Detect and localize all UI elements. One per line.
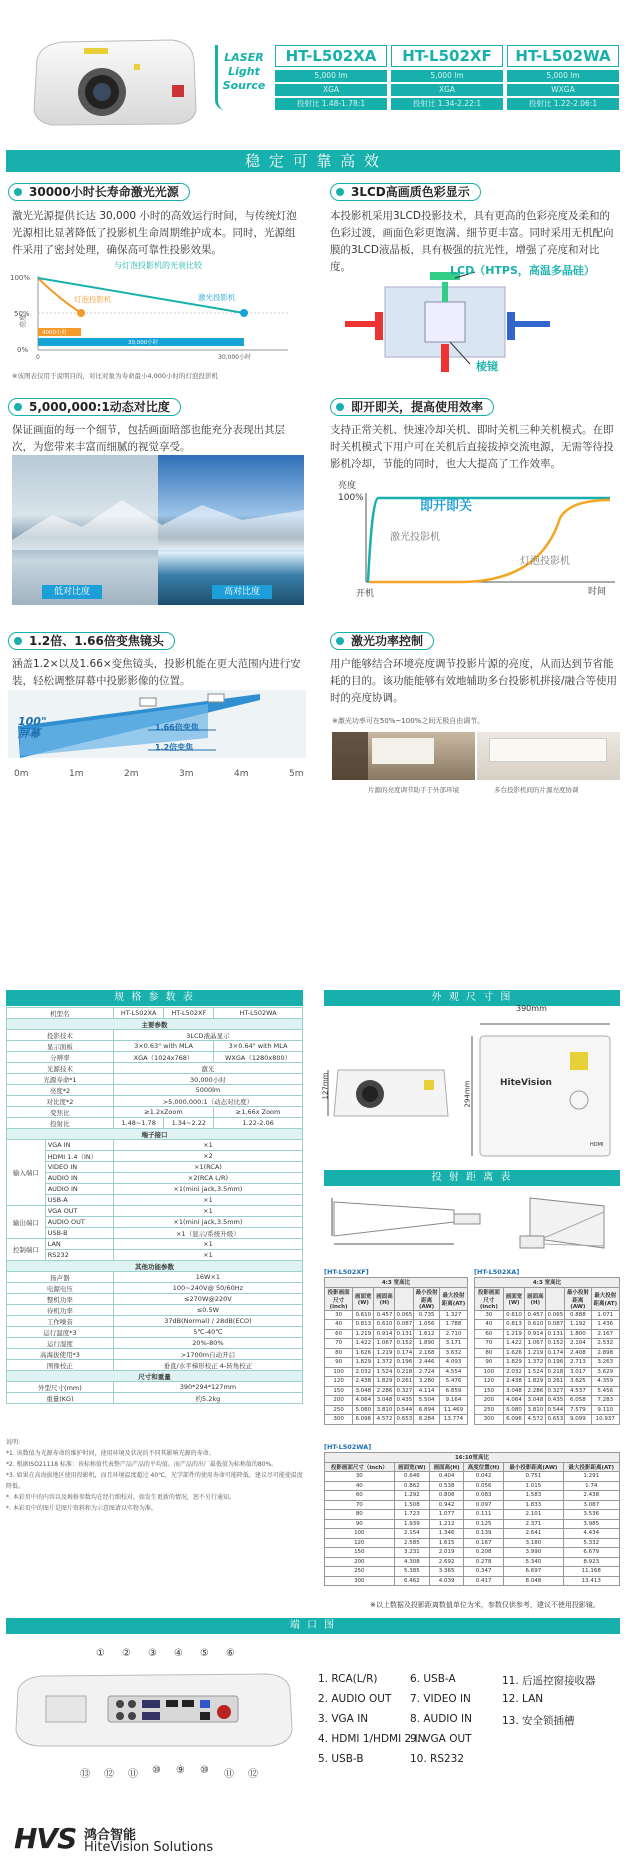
spec-table	[6, 1007, 303, 1404]
zoom-tick-1: 1m	[69, 769, 84, 779]
instant-chart	[330, 478, 620, 608]
zoom-tick-4: 4m	[234, 769, 249, 779]
throw-row: 90 1.829 1.372 0.196 2.713 3.263	[475, 1358, 620, 1368]
spec-note-3: *3. 如果在高海拔地区使用投影机，而且环境温度超过 40℃，光学部件的使用寿命可能降低。建议尽可能使温度降低。	[6, 1472, 303, 1490]
throw-row: 30 0.610 0.457 0.065 0.888 1.071	[475, 1310, 620, 1320]
x-end: 30,000小时	[218, 354, 251, 361]
throw-caption: ※以上数据及投影距离数值单位为米，参数仅供参考，建议不使用投影镜。	[370, 1601, 600, 1609]
spec-row: 变焦比 ≥1.2xZoom ≥1.66x Zoom	[7, 1107, 303, 1118]
zoom-tick-5: 5m	[289, 769, 304, 779]
zoom-tick-2: 2m	[124, 769, 139, 779]
spec-row: 显示面板 3×0.63" with MLA 3×0.64" with MLA	[7, 1041, 303, 1052]
laser-badge	[215, 45, 270, 110]
laser-hours: 30,000小时	[128, 340, 159, 346]
spec-row: 其他功能参数	[7, 1261, 303, 1272]
throw-row: 80 1.626 1.219 0.174 2.408 2.898	[475, 1348, 620, 1358]
dims-diagram	[321, 1012, 620, 1162]
sec5-text: 涵盖1.2×以及1.66×变焦镜头，投影机能在更大范围内进行安装，轻松调整屏幕中投影影像的位置。	[12, 658, 301, 687]
throw-head-row: 投影画面尺寸（inch） 画面宽(W) 画面高(H) 高度位置(H) 最小投影距离(AW) 最大投影距离(AT)	[325, 1462, 620, 1472]
sec4-text: 支持正常关机、快速冷却关机、即时关机三种关机模式。在即时关机模式下用户可在关机后直接拔掉交流电源，无需等待投影机冷却，节能的同时，也大大提高了工作效率。	[330, 424, 614, 470]
zoom-tick-3: 3m	[179, 769, 194, 779]
lamp-label: 灯泡投影机	[74, 295, 112, 304]
side-view	[328, 1070, 448, 1116]
footer-logo-cn: 鸿合智能	[84, 1828, 137, 1843]
spec-row: RS232 ×1	[7, 1250, 303, 1261]
throw-row: 250 5.080 3.810 0.544 7.579 9.110	[475, 1405, 620, 1415]
lifespan-chart-title: 与灯泡投影机的光衰比较	[114, 261, 202, 270]
model-lumen-0: 5,000 lm	[275, 70, 387, 82]
throw-diagram	[324, 1192, 620, 1262]
ports-title: 端 口 图	[6, 1618, 620, 1634]
throw-row: 250 5.080 3.810 0.544 6.894 11.469	[325, 1405, 468, 1415]
sec1-text: 激光光源提供长达 30,000 小时的高效运行时间，与传统灯泡光源相比显著降低了投影机生命周期维护成本。同时，光源组件采用了密封处理，确保高可靠性投影效果。	[12, 210, 297, 256]
throw-row: 40 0.813 0.610 0.087 1.192 1.436	[475, 1320, 620, 1330]
lcd-label: LCD（HTPS，高温多晶硅）	[450, 264, 595, 277]
port-top-num-4: ⑤	[200, 1648, 209, 1659]
instant-lamp: 灯泡投影机	[520, 556, 570, 567]
sec4-title: 即开即关，提高使用效率	[330, 398, 494, 416]
xa-table	[474, 1277, 620, 1425]
throw-title: 投 射 距 离 表	[324, 1170, 620, 1186]
spec-row: 输入端口 VGA IN ×1	[7, 1140, 303, 1151]
throw-row: 80 1.626 1.219 0.174 2.168 3.632	[325, 1348, 468, 1358]
spec-row: 投影技术 3LCD液晶显示	[7, 1030, 303, 1041]
port-item-12: 12. LAN	[502, 1693, 544, 1705]
spec-notes	[6, 1437, 306, 1514]
model-name-0: HT-L502XA	[275, 45, 387, 67]
footer-logo-hvs: HVS	[14, 1822, 77, 1855]
zoom-label: 1.66倍变焦	[155, 723, 199, 732]
dim-height: 127mm	[321, 1072, 330, 1100]
port-top-num-0: ①	[96, 1648, 105, 1659]
port-bot-num-5: ⑩	[200, 1765, 209, 1776]
lcd-diagram	[345, 262, 595, 382]
power-caption-1: 片源的亮度调节助手于外部环境	[368, 786, 459, 794]
instant-ylabel: 亮度	[338, 481, 357, 491]
high-contrast-label: 高对比度	[212, 585, 272, 599]
spec-row: 分辨率 XGA（1024x768） WXGA（1280x800）	[7, 1052, 303, 1063]
throw-row: 150 3.231 2.019 0.208 3.990 6.679	[325, 1548, 620, 1558]
instant-on: 开机	[356, 589, 375, 599]
throw-row: 60 1.219 0.914 0.131 1.800 2.167	[475, 1329, 620, 1339]
spec-note-1: *1. 该数值为光源寿命的维护时间，使用环境及状况的不同其影响光源的寿命。	[6, 1450, 215, 1457]
port-item-1: 1. RCA(L/R)	[318, 1673, 378, 1685]
throw-row: 40 0.813 0.610 0.087 1.056 1.788	[325, 1320, 468, 1330]
throw-row: 100 2.032 1.524 0.218 3.017 3.629	[475, 1367, 620, 1377]
model-res-1: XGA	[391, 84, 503, 96]
spec-note-5: *. 本彩页中的图片是图片资料和为示意图请以实物为准。	[6, 1505, 157, 1512]
screen-label: 100" 屏幕	[18, 715, 47, 740]
sec6-text: 用户能够结合环境亮度调节投影片源的亮度，从而达到节省能耗的目的。该功能能够有效地辅助多台投影机拼接/融合等使用时的亮度协调。	[330, 658, 618, 704]
model-res-0: XGA	[275, 84, 387, 96]
spec-row: 尺寸和重量	[7, 1371, 303, 1382]
sec3-text: 保证画面的每一个细节，包括画面暗部也能充分表现出其层次，为您带来丰富而细腻的视觉享受。	[12, 424, 285, 453]
port-top-num-3: ④	[174, 1648, 183, 1659]
model-name-1: HT-L502XF	[391, 45, 503, 67]
wa-table	[324, 1452, 620, 1586]
y-0: 0%	[17, 346, 29, 354]
throw-row: 120 2.438 1.829 0.261 3.625 4.359	[475, 1377, 620, 1387]
port-item-10: 10. RS232	[410, 1753, 465, 1765]
throw-row: 150 3.048 2.286 0.327 4.114 6.859	[325, 1386, 468, 1396]
port-item-4: 4. HDMI 1/HDMI 2 IN	[318, 1733, 426, 1745]
spec-row: 光源寿命*1 30,000小时	[7, 1074, 303, 1085]
spec-row: 亮度*2 5000lm	[7, 1085, 303, 1096]
spec-note-0: 说明:	[6, 1439, 21, 1446]
wa-label: [HT-L502WA]	[324, 1443, 372, 1451]
laser-badge-text: LASER Light Source	[222, 51, 266, 92]
y-100: 100%	[10, 274, 31, 282]
spec-row: 投射比 1.48~1.78 1.34~2.22 1.22-2.06	[7, 1118, 303, 1129]
throw-ratio-row: 4:3 宽高比	[325, 1278, 468, 1288]
port-top-num-2: ③	[148, 1648, 157, 1659]
top-view	[472, 1024, 610, 1156]
port-item-13: 13. 安全锁插槽	[502, 1715, 575, 1727]
port-bot-num-6: ⑪	[224, 1769, 234, 1780]
throw-row: 200 4.064 3.048 0.435 6.058 7.283	[475, 1396, 620, 1406]
port-bottom-numbers	[80, 1765, 270, 1779]
xf-label: [HT-L502XF]	[324, 1268, 369, 1276]
spec-row: 工作噪音 37dB(Normal) / 28dB(ECO)	[7, 1316, 303, 1327]
instant-time: 时间	[588, 587, 607, 597]
model-ratio-0: 投射比 1.48-1.78:1	[275, 98, 387, 110]
throw-row: 120 2.585 1.615 0.167 3.180 5.332	[325, 1538, 620, 1548]
port-item-7: 7. VIDEO IN	[410, 1693, 471, 1705]
spec-row: 主要参数	[7, 1019, 303, 1030]
model-ratio-1: 投射比 1.34-2.22:1	[391, 98, 503, 110]
sec5-title: 1.2倍、1.66倍变焦镜头	[8, 632, 175, 650]
spec-row: 高海拔使用*3 >1700m自动开启	[7, 1349, 303, 1360]
spec-row: 端子接口	[7, 1129, 303, 1140]
spec-row: 整机功率 ≤270W@220V	[7, 1294, 303, 1305]
spec-row: 对比度*2 >5,000,000:1（动态对比度）	[7, 1096, 303, 1107]
footer-logo	[14, 1822, 274, 1862]
model-name-2: HT-L502WA	[507, 45, 619, 67]
spec-row: AUDIO IN ×2(RCA L/R)	[7, 1173, 303, 1184]
port-top-num-1: ②	[122, 1648, 131, 1659]
spec-note-2: *2. 根据ISO21118 标准：该标称值代表整产品产品的平均值。而产品的出厂最低值为标称值的80%。	[6, 1461, 278, 1468]
power-caption-2: 多台投影机间的片源亮度协调	[494, 786, 579, 794]
spec-row: 控制端口 LAN ×1	[7, 1239, 303, 1250]
throw-row: 90 1.939 1.212 0.125 2.371 3.985	[325, 1519, 620, 1529]
spec-row: 待机功率 ≤0.5W	[7, 1305, 303, 1316]
spec-row: 扬声器 16W×1	[7, 1272, 303, 1283]
spec-row: 运行湿度 20%-80%	[7, 1338, 303, 1349]
port-top-num-5: ⑥	[226, 1648, 235, 1659]
port-bot-num-7: ⑫	[248, 1769, 258, 1780]
sec6-title: 激光功率控制	[330, 632, 434, 650]
spec-row: 运行温度*3 5℃-40℃	[7, 1327, 303, 1338]
dim-depth: 294mm	[463, 1080, 472, 1108]
throw-row: 300 6.096 4.572 0.653 8.284 13.774	[325, 1415, 468, 1425]
banner: 稳 定 可 靠 高 效	[6, 150, 620, 172]
spec-title: 规 格 参 数 表	[6, 990, 303, 1006]
throw-row: 60 1.219 0.914 0.131 1.612 2.710	[325, 1329, 468, 1339]
throw-row: 300 6.096 4.572 0.653 9.099 10.937	[475, 1415, 620, 1425]
throw-row: 60 1.292 0.808 0.083 1.583 2.438	[325, 1491, 620, 1501]
throw-row: 120 2.438 1.829 0.261 3.280 5.476	[325, 1377, 468, 1387]
instant-big: 即开即关	[420, 499, 473, 514]
laser-label: 激光投影机	[198, 293, 236, 302]
throw-row: 90 1.829 1.372 0.196 2.446 4.093	[325, 1358, 468, 1368]
port-bot-num-4: ⑨	[176, 1765, 185, 1776]
port-bot-num-1: ⑫	[104, 1769, 114, 1780]
model-ratio-2: 投射比 1.22-2.06:1	[507, 98, 619, 110]
instant-laser: 激光投影机	[390, 532, 440, 543]
throw-row: 200 4.064 3.048 0.435 5.504 9.164	[325, 1396, 468, 1406]
y-label: 亮度	[19, 314, 27, 328]
port-list	[318, 1673, 618, 1773]
spec-row: 图像校正 垂直/水平梯形校正 4-转角校正	[7, 1360, 303, 1371]
port-bot-num-2: ⑪	[128, 1769, 138, 1780]
dim-hdmi: HDMI	[590, 1142, 604, 1148]
rear-panel-image	[8, 1660, 298, 1760]
port-item-2: 2. AUDIO OUT	[318, 1693, 392, 1705]
port-item-5: 5. USB-B	[318, 1753, 364, 1765]
y-50: 50%	[14, 310, 30, 318]
model-res-2: WXGA	[507, 84, 619, 96]
dims-title: 外 观 尺 寸 图	[324, 990, 620, 1006]
port-bot-num-0: ⑬	[80, 1769, 90, 1780]
throw-row: 30 0.646 0.404 0.042 0.751 1.291	[325, 1472, 620, 1482]
spec-row: 外型尺寸(mm) 390*294*127mm	[7, 1382, 303, 1393]
throw-row: 250 5.385 3.365 0.347 6.697 11.168	[325, 1567, 620, 1577]
throw-row: 100 2.154 1.346 0.139 2.641 4.434	[325, 1529, 620, 1539]
throw-row: 200 4.308 2.692 0.278 5.340 8.923	[325, 1557, 620, 1567]
sec1-title: 30000小时长寿命激光光源	[8, 183, 190, 201]
lamp-hours: 4000小时	[42, 330, 67, 336]
xf-table	[324, 1277, 468, 1425]
throw-head-row: 投影画面尺寸(inch) 画面宽(W) 画面高(H) 最小投射距离(AW) 最大投射距离(AT)	[325, 1287, 468, 1310]
port-bot-num-3: ⑩	[152, 1765, 161, 1776]
contrast-image	[12, 455, 304, 605]
spec-row: 光源技术 激光	[7, 1063, 303, 1074]
zoom-tick-0: 0m	[14, 769, 29, 779]
throw-ratio-row: 16:10宽高比	[325, 1453, 620, 1463]
x-0: 0	[36, 354, 40, 361]
throw-row: 80 1.723 1.077 0.111 2.101 3.536	[325, 1510, 620, 1520]
throw-row: 100 2.032 1.524 0.218 2.724 4.554	[325, 1367, 468, 1377]
throw-row: 70 1.422 1.067 0.152 1.890 3.171	[325, 1339, 468, 1349]
throw-row: 70 1.508 0.942 0.097 1.833 3.087	[325, 1500, 620, 1510]
throw-row: 150 3.048 2.286 0.327 4.537 5.456	[475, 1386, 620, 1396]
low-contrast-label: 低对比度	[42, 585, 102, 599]
zoom-diagram	[8, 690, 306, 780]
spec-row: HDMI 1.4（IN） ×2	[7, 1151, 303, 1162]
port-top-numbers	[96, 1648, 246, 1662]
spec-row: 输出端口 VGA OUT ×1	[7, 1206, 303, 1217]
instant-y100: 100%	[338, 493, 364, 503]
sec3-title: 5,000,000:1动态对比度	[8, 398, 181, 416]
zoom2-label: 1.2倍变焦	[155, 743, 194, 752]
sec1-note: ※该图表仅用于说明目的，对比对象为寿命最小4,000小时的灯泡投影机	[12, 372, 219, 380]
port-item-3: 3. VGA IN	[318, 1713, 369, 1725]
spec-row: 重量(KG) 约5.2kg	[7, 1393, 303, 1404]
spec-header-row: 机型名 HT-L502XA HT-L502XF HT-L502WA	[7, 1008, 303, 1019]
port-item-6: 6. USB-A	[410, 1673, 456, 1685]
spec-row: 电源电压 100~240V@ 50/60Hz	[7, 1283, 303, 1294]
lifespan-chart	[8, 258, 298, 363]
throw-row: 40 0.862 0.538 0.056 1.015 1.74	[325, 1481, 620, 1491]
xa-label: [HT-L502XA]	[474, 1268, 520, 1276]
port-item-9: 9. VGA OUT	[410, 1733, 472, 1745]
port-item-11: 11. 后遥控窗接收器	[502, 1675, 596, 1687]
power-image-2	[477, 732, 620, 780]
spec-row: VIDEO IN ×1(RCA)	[7, 1162, 303, 1173]
spec-row: AUDIO IN ×1(mini jack,3.5mm)	[7, 1184, 303, 1195]
sec2-text: 本投影机采用3LCD投影技术，具有更高的色彩亮度及柔和的色彩过渡，画面色彩更饱满、细节更丰富。同时采用无机配向膜的3LCD液晶板，具有极强的抗光性，增强了亮度和对比度。	[330, 210, 614, 273]
throw-row: 70 1.422 1.067 0.152 2.104 2.532	[475, 1339, 620, 1349]
spec-row: USB-A ×1	[7, 1195, 303, 1206]
power-image-1	[332, 732, 475, 780]
sec6-note: ※激光功率可在50%~100%之间无极自由调节。	[332, 717, 485, 725]
sec2-title: 3LCD高画质色彩显示	[330, 183, 481, 201]
throw-head-row: 投影画面尺寸(inch) 画面宽(W) 画面高(H) 最小投射距离(AW) 最大投射距离(AT)	[475, 1287, 620, 1310]
dim-brand: HiteVision	[500, 1078, 552, 1088]
throw-ratio-row: 4:3 宽高比	[475, 1278, 620, 1288]
spec-note-4: *. 本彩页中的内容以及规格参数均在经行细校对。如发生更新的情况，恕不另行通知。	[6, 1494, 235, 1501]
port-item-8: 8. AUDIO IN	[410, 1713, 472, 1725]
spec-row: USB-B ×1（显示/系统升级）	[7, 1228, 303, 1239]
model-lumen-2: 5,000 lm	[507, 70, 619, 82]
dim-width: 390mm	[516, 1004, 547, 1013]
footer-logo-en: HiteVision Solutions	[84, 1840, 214, 1855]
spec-row: AUDIO OUT ×1(mini jack,3.5mm)	[7, 1217, 303, 1228]
model-lumen-1: 5,000 lm	[391, 70, 503, 82]
projector-image	[22, 30, 202, 130]
throw-row: 30 0.610 0.457 0.065 0.735 1.327	[325, 1310, 468, 1320]
throw-row: 300 6.462 4.039 0.417 8.048 13.413	[325, 1576, 620, 1586]
prism-label: 棱镜	[476, 360, 498, 373]
